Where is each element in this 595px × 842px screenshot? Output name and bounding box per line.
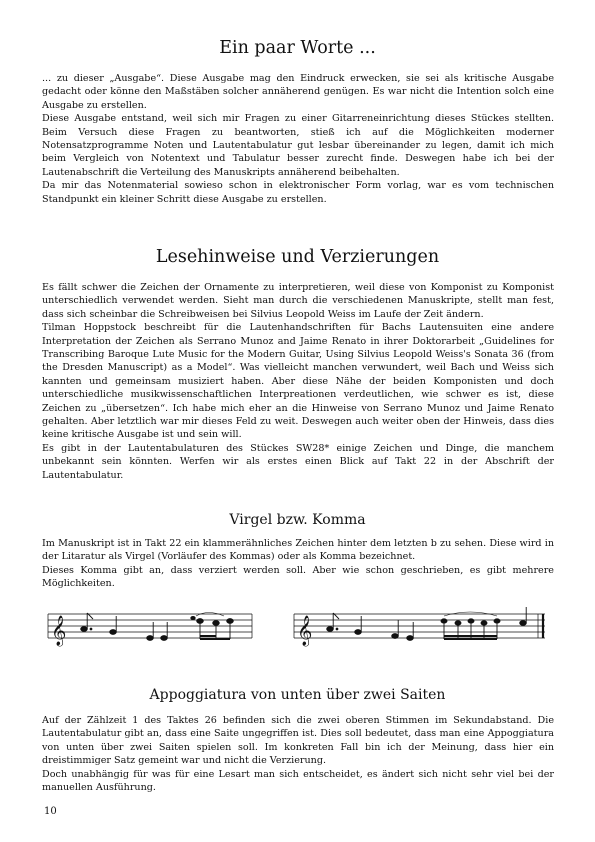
section-title-appoggiatura: Appoggiatura von unten über zwei Saiten xyxy=(149,687,446,703)
treble-clef-icon: 𝄞 xyxy=(51,616,67,646)
paragraph: ... zu dieser „Ausgabe“. Diese Ausgabe mag den Eindruck erwecken, sie sei als kritische Ausgabe gedacht oder könne den Maßstäben solcher annäherend genügen. Es war nicht die Intention solch eine Ausgabe zu erstellen. xyxy=(42,73,554,111)
section-title-lesehinweise: Lesehinweise und Verzierungen xyxy=(155,247,440,267)
paragraph: Tilman Hoppstock beschreibt für die Lautenhandschriften für Bachs Lautensuiten eine andere Interpretation der Zeichen als Serrano Munoz and Jaime Renato in ihrer Doktorarbeit „Guidelines for Transcribing Baroque Lute Music for the Modern Guitar, Using Silvius Leopold Weiss's Sonata 36 (from the Dresden Manuscript) as a Model“. Was vielleicht manchen verwundert, weil Bach und Weiss sich kannten und gemeinsam musiziert haben. Aber diese Nähe der beiden Komponisten und doch unterschiedliche musikwissenschaftlichen Interpreationen verdeutlichen, wie schwer es ist, diese Zeichen zu „übersetzen“. Ich habe mich eher an die Hinweise von Serrano Munoz und Jaime Renato gehalten. Aber letztlich war mir dieses Feld zu weit. Deswegen auch weiter oben der Hinweis, dass dies keine kritische Ausgabe ist und sein will. xyxy=(42,322,554,441)
paragraph: Doch unabhängig für was für eine Lesart man sich entscheidet, es ändert sich nicht sehr viel bei der manuellen Ausführung. xyxy=(42,768,554,794)
section-title-virgel: Virgel bzw. Komma xyxy=(229,512,366,528)
paragraph: Diese Ausgabe entstand, weil sich mir Fragen zu einer Gitarreneinrichtung dieses Stückes stellten. Beim Versuch diese Fragen zu beantworten, stieß ich auf die Möglichkeiten moderner Notensatzprogramme Noten und Lautentabulatur gut lesbar übereinander zu legen, damit ich mich beim Vergleich von Notentext und Tabulatur besser zurecht finde. Deswegen habe ich bei der Lautenabschrift die Verteilung des Manuskripts annäherend beibehalten. xyxy=(42,113,554,178)
paragraph: Auf der Zählzeit 1 des Taktes 26 befinden sich die zwei oberen Stimmen im Sekundabstand. Die Lautentabulatur gibt an, dass eine Saite ungegriffen ist. Dies soll bedeutet, dass man eine Appoggiatura von unten über zwei Saiten spielen soll. Im konkreten Fall bin ich der Meinung, dass hier ein dreistimmiger Satz gemeint war und nicht die Verzierung. xyxy=(42,715,554,767)
paragraph: Im Manuskript ist in Takt 22 ein klammerähnliches Zeichen hinter dem letzten b zu sehen. Diese wird in der Litaratur als Virgel (Vorläufer des Kommas) oder als Komma bezeichnet. xyxy=(42,538,554,563)
paragraph: Da mir das Notenmaterial sowieso schon in elektronischer Form vorlag, war es vom technischen Standpunkt ein kleiner Schritt diese Ausgabe zu erstellen. xyxy=(42,180,554,205)
notes-left xyxy=(81,613,234,641)
staff-right xyxy=(294,614,545,638)
section-body-virgel xyxy=(42,537,554,591)
section-body-lesehinweise xyxy=(42,281,554,482)
section-body-ein-paar-worte xyxy=(42,72,554,206)
paragraph: Es gibt in der Lautentabulaturen des Stückes SW28* einige Zeichen und Dinge, die manchem unbekannt sein könnten. Werfen wir als erstes einen Blick auf Takt 22 in der Abschrift der Lautentabulatur. xyxy=(42,442,554,481)
section-title-ein-paar-worte: Ein paar Worte ... xyxy=(219,38,376,58)
section-body-appoggiatura xyxy=(42,714,554,794)
paragraph: Dieses Komma gibt an, dass verziert werden soll. Aber wie schon geschrieben, es gibt mehrere Möglichkeiten. xyxy=(42,564,554,590)
page-number: 10 xyxy=(44,806,57,817)
music-notation-example xyxy=(40,604,560,650)
staff-left xyxy=(48,614,252,638)
paragraph: Es fällt schwer die Zeichen der Ornamente zu interpretieren, weil diese von Komponist zu Komponist unterschiedlich verwendet werden. Sieht man durch die verschiedenen Manuskripte, stellt man fest, dass sich scheinbar die Schreibweisen bei Silvius Leopold Weiss im Laufe der Zeit ändern. xyxy=(42,282,554,320)
treble-clef-icon: 𝄞 xyxy=(297,616,313,646)
notes-right xyxy=(327,607,527,640)
